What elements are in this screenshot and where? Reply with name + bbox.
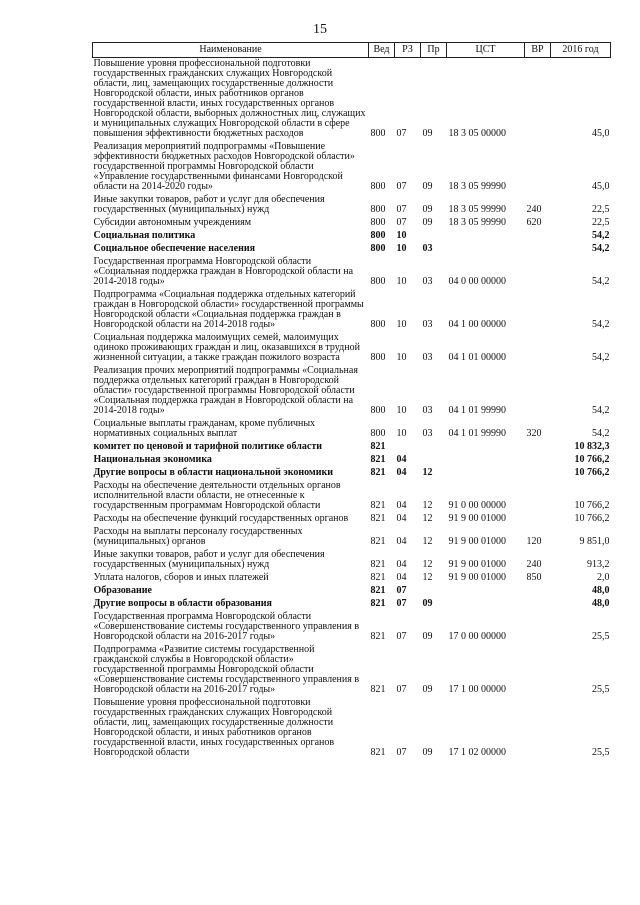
cell-vr: 320 xyxy=(526,428,542,439)
cell-name: Другие вопросы в области образования xyxy=(93,598,272,609)
cell-pr: 12 xyxy=(422,536,433,547)
table-row xyxy=(93,644,611,697)
cell-name: комитет по ценовой и тарифной политике области xyxy=(93,441,323,452)
cell-vr xyxy=(525,365,551,418)
cell-pr: 09 xyxy=(422,747,433,758)
cell-pr: 12 xyxy=(422,500,433,511)
cell-rz: 04 xyxy=(396,500,407,511)
cell-amount: 54,2 xyxy=(592,243,610,254)
header-vr: ВР xyxy=(525,43,551,58)
cell-ved: 800 xyxy=(370,128,386,139)
cell-ved: 821 xyxy=(370,454,386,465)
cell-ved: 821 xyxy=(370,441,386,452)
cell-pr xyxy=(421,230,447,243)
cell-amount: 22,5 xyxy=(592,204,610,215)
cell-name: Образование xyxy=(93,585,152,596)
cell-pr: 12 xyxy=(422,467,433,478)
cell-cst xyxy=(447,454,525,467)
cell-amount: 54,2 xyxy=(592,319,610,330)
table-row xyxy=(93,513,611,526)
table-row xyxy=(93,141,611,194)
cell-name: Подпрограмма «Социальная поддержка отдельных категорий граждан в Новгородской области» государственной программы Новгородской области «Социальная поддержка граждан в Новгородской области на 2014-2018 годы» xyxy=(93,289,364,330)
cell-vr xyxy=(525,644,551,697)
cell-rz xyxy=(395,441,421,454)
cell-rz: 07 xyxy=(396,631,407,642)
cell-cst: 04 1 00 00000 xyxy=(448,319,506,330)
cell-amount: 54,2 xyxy=(592,276,610,287)
header-name: Наименование xyxy=(93,43,369,58)
cell-amount: 22,5 xyxy=(592,217,610,228)
cell-name: Иные закупки товаров, работ и услуг для обеспечения государственных (муниципальных) нужд xyxy=(93,194,325,215)
cell-vr xyxy=(525,480,551,513)
cell-cst xyxy=(447,243,525,256)
cell-amount: 9 851,0 xyxy=(579,536,610,547)
table-row xyxy=(93,256,611,289)
cell-name: Социальное обеспечение населения xyxy=(93,243,256,254)
cell-vr xyxy=(525,289,551,332)
cell-amount: 54,2 xyxy=(592,428,610,439)
table-row xyxy=(93,289,611,332)
cell-name: Национальная экономика xyxy=(93,454,212,465)
cell-cst xyxy=(447,441,525,454)
cell-amount: 913,2 xyxy=(587,559,610,570)
cell-cst: 04 0 00 00000 xyxy=(448,276,506,287)
cell-cst xyxy=(447,598,525,611)
cell-cst: 18 3 05 00000 xyxy=(448,128,506,139)
cell-cst: 04 1 01 99990 xyxy=(448,405,506,416)
cell-rz: 07 xyxy=(396,598,407,609)
cell-cst: 91 9 00 01000 xyxy=(448,513,506,524)
cell-cst xyxy=(447,230,525,243)
cell-amount: 10 766,2 xyxy=(574,500,610,511)
cell-pr: 09 xyxy=(422,181,433,192)
table-row xyxy=(93,365,611,418)
cell-ved: 800 xyxy=(370,428,386,439)
cell-ved: 800 xyxy=(370,204,386,215)
cell-name: Субсидии автономным учреждениям xyxy=(93,217,252,228)
cell-name: Реализация прочих мероприятий подпрограммы «Социальная поддержка отдельных категорий граждан в Новгородской области» государственной программы Новгородской области «Социальная поддержка граждан в Новгородской области на 2014-2018 годы» xyxy=(93,365,358,416)
table-row xyxy=(93,526,611,549)
table-row xyxy=(93,418,611,441)
cell-rz: 07 xyxy=(396,181,407,192)
cell-vr xyxy=(525,243,551,256)
cell-cst: 18 3 05 99990 xyxy=(448,204,506,215)
budget-table xyxy=(92,42,611,760)
cell-pr: 09 xyxy=(422,217,433,228)
table-row xyxy=(93,217,611,230)
cell-pr: 03 xyxy=(422,428,433,439)
cell-cst: 91 9 00 01000 xyxy=(448,572,506,583)
cell-cst: 18 3 05 99990 xyxy=(448,181,506,192)
cell-pr: 09 xyxy=(422,204,433,215)
cell-amount: 10 766,2 xyxy=(574,467,610,478)
header-cst: ЦСТ xyxy=(447,43,525,58)
cell-cst: 17 0 00 00000 xyxy=(448,631,506,642)
cell-ved: 821 xyxy=(370,631,386,642)
cell-vr xyxy=(525,441,551,454)
cell-ved: 800 xyxy=(370,352,386,363)
table-row xyxy=(93,480,611,513)
cell-ved: 821 xyxy=(370,559,386,570)
cell-ved: 821 xyxy=(370,536,386,547)
cell-pr: 12 xyxy=(422,559,433,570)
cell-ved: 800 xyxy=(370,319,386,330)
cell-rz: 04 xyxy=(396,572,407,583)
header-year: 2016 год xyxy=(551,43,611,58)
cell-vr xyxy=(525,230,551,243)
cell-vr xyxy=(525,598,551,611)
cell-pr: 09 xyxy=(422,631,433,642)
cell-name: Реализация мероприятий подпрограммы «Повышение эффективности бюджетных расходов Новгородской области» государственной программы Новгородской области «Управление государственными финансами Новгородской области на 2014-2020 годы» xyxy=(93,141,355,192)
cell-rz: 10 xyxy=(396,230,407,241)
header-pr: Пр xyxy=(421,43,447,58)
cell-ved: 821 xyxy=(370,500,386,511)
cell-amount: 45,0 xyxy=(592,181,610,192)
table-row xyxy=(93,549,611,572)
cell-name: Социальная поддержка малоимущих семей, малоимущих одиноко проживающих граждан и лиц, оказавшихся в трудной жизненной ситуации, а также граждан пожилого возраста xyxy=(93,332,360,363)
cell-vr xyxy=(525,141,551,194)
cell-ved: 800 xyxy=(370,276,386,287)
cell-rz: 07 xyxy=(396,747,407,758)
cell-vr xyxy=(525,611,551,644)
cell-ved: 800 xyxy=(370,405,386,416)
cell-vr: 620 xyxy=(526,217,542,228)
cell-cst: 17 1 02 00000 xyxy=(448,747,506,758)
cell-vr: 120 xyxy=(526,536,542,547)
cell-ved: 800 xyxy=(370,243,386,254)
cell-pr: 12 xyxy=(422,572,433,583)
cell-rz: 07 xyxy=(396,585,407,596)
cell-name: Государственная программа Новгородской области «Социальная поддержка граждан в Новгородской области на 2014-2018 годы» xyxy=(93,256,354,287)
cell-name: Расходы на обеспечение функций государственных органов xyxy=(93,513,349,524)
cell-rz: 10 xyxy=(396,276,407,287)
cell-rz: 04 xyxy=(396,454,407,465)
cell-ved: 821 xyxy=(370,747,386,758)
cell-vr xyxy=(525,585,551,598)
cell-pr: 03 xyxy=(422,319,433,330)
cell-name: Иные закупки товаров, работ и услуг для обеспечения государственных (муниципальных) нужд xyxy=(93,549,325,570)
cell-name: Государственная программа Новгородской области «Совершенствование системы государственного управления в Новгородской области на 2016-2017 годы» xyxy=(93,611,360,642)
cell-pr xyxy=(421,441,447,454)
cell-vr xyxy=(525,697,551,760)
cell-pr xyxy=(421,585,447,598)
cell-rz: 10 xyxy=(396,405,407,416)
cell-name: Социальные выплаты гражданам, кроме публичных нормативных социальных выплат xyxy=(93,418,316,439)
cell-ved: 800 xyxy=(370,181,386,192)
cell-rz: 10 xyxy=(396,243,407,254)
cell-pr: 12 xyxy=(422,513,433,524)
cell-pr xyxy=(421,454,447,467)
table-row xyxy=(93,572,611,585)
cell-name: Расходы на выплаты персоналу государственных (муниципальных) органов xyxy=(93,526,303,547)
cell-vr: 240 xyxy=(526,559,542,570)
cell-rz: 04 xyxy=(396,536,407,547)
cell-rz: 04 xyxy=(396,513,407,524)
cell-name: Подпрограмма «Развитие системы государственной гражданской службы в Новгородской области» государственной программы Новгородской области «Совершенствование системы государственного управления в Новгородской области на 2016-2017 годы» xyxy=(93,644,360,695)
cell-name: Повышение уровня профессиональной подготовки государственных гражданских служащих Новгородской области, лиц, замещающих государственные должности Новгородской области, и иных работников органов государственной власти, иных государственных органов Новгородской области xyxy=(93,697,335,758)
cell-pr: 03 xyxy=(422,243,433,254)
cell-rz: 10 xyxy=(396,319,407,330)
cell-rz: 07 xyxy=(396,128,407,139)
table-row xyxy=(93,441,611,454)
cell-pr: 09 xyxy=(422,684,433,695)
cell-cst: 04 1 01 00000 xyxy=(448,352,506,363)
cell-rz: 10 xyxy=(396,428,407,439)
cell-vr xyxy=(525,58,551,142)
cell-vr: 850 xyxy=(526,572,542,583)
cell-name: Уплата налогов, сборов и иных платежей xyxy=(93,572,269,583)
cell-amount: 48,0 xyxy=(592,585,610,596)
table-row xyxy=(93,332,611,365)
cell-amount: 2,0 xyxy=(597,572,610,583)
table-row xyxy=(93,230,611,243)
header-ved: Вед xyxy=(369,43,395,58)
cell-cst: 91 9 00 01000 xyxy=(448,559,506,570)
cell-amount: 48,0 xyxy=(592,598,610,609)
cell-amount: 25,5 xyxy=(592,747,610,758)
cell-cst xyxy=(447,467,525,480)
cell-vr xyxy=(525,256,551,289)
cell-pr: 09 xyxy=(422,128,433,139)
table-body xyxy=(93,58,611,761)
cell-name: Повышение уровня профессиональной подготовки государственных гражданских служащих Новгородской области, лиц, замещающих государственные должности Новгородской области, иных работников органов государственной власти, иных государственных органов Новгородской области, выборных должностных лиц, служащих и муниципальных служащих Новгородской области в сфере повышения эффективности бюджетных расходов xyxy=(93,58,366,139)
table-row xyxy=(93,697,611,760)
cell-cst: 91 0 00 00000 xyxy=(448,500,506,511)
cell-ved: 800 xyxy=(370,217,386,228)
cell-vr xyxy=(525,513,551,526)
cell-amount: 54,2 xyxy=(592,230,610,241)
cell-amount: 54,2 xyxy=(592,405,610,416)
cell-ved: 821 xyxy=(370,585,386,596)
cell-amount: 25,5 xyxy=(592,684,610,695)
table-row xyxy=(93,585,611,598)
cell-name: Другие вопросы в области национальной экономики xyxy=(93,467,334,478)
cell-amount: 10 832,3 xyxy=(574,441,610,452)
page-number: 15 xyxy=(313,22,327,37)
table-header-row xyxy=(93,43,611,58)
cell-cst: 91 9 00 01000 xyxy=(448,536,506,547)
cell-ved: 821 xyxy=(370,513,386,524)
cell-amount: 25,5 xyxy=(592,631,610,642)
cell-ved: 821 xyxy=(370,467,386,478)
table-row xyxy=(93,194,611,217)
table-row xyxy=(93,611,611,644)
cell-pr: 03 xyxy=(422,352,433,363)
cell-ved: 821 xyxy=(370,684,386,695)
cell-ved: 800 xyxy=(370,230,386,241)
cell-pr: 03 xyxy=(422,276,433,287)
cell-ved: 821 xyxy=(370,598,386,609)
table-row xyxy=(93,454,611,467)
cell-cst: 18 3 05 99990 xyxy=(448,217,506,228)
cell-amount: 10 766,2 xyxy=(574,513,610,524)
cell-pr: 03 xyxy=(422,405,433,416)
cell-ved: 821 xyxy=(370,572,386,583)
cell-pr: 09 xyxy=(422,598,433,609)
table-row xyxy=(93,243,611,256)
table-row xyxy=(93,58,611,142)
cell-name: Социальная политика xyxy=(93,230,196,241)
cell-cst xyxy=(447,585,525,598)
table-row xyxy=(93,467,611,480)
cell-vr: 240 xyxy=(526,204,542,215)
cell-amount: 10 766,2 xyxy=(574,454,610,465)
cell-rz: 07 xyxy=(396,204,407,215)
cell-cst: 04 1 01 99990 xyxy=(448,428,506,439)
cell-rz: 04 xyxy=(396,559,407,570)
cell-rz: 07 xyxy=(396,684,407,695)
cell-vr xyxy=(525,454,551,467)
header-rz: РЗ xyxy=(395,43,421,58)
cell-rz: 04 xyxy=(396,467,407,478)
cell-cst: 17 1 00 00000 xyxy=(448,684,506,695)
cell-amount: 54,2 xyxy=(592,352,610,363)
cell-rz: 07 xyxy=(396,217,407,228)
table-row xyxy=(93,598,611,611)
cell-name: Расходы на обеспечение деятельности отдельных органов исполнительной власти области, не отнесенные к государственным программам Новгородской области xyxy=(93,480,341,511)
cell-rz: 10 xyxy=(396,352,407,363)
cell-vr xyxy=(525,467,551,480)
cell-vr xyxy=(525,332,551,365)
cell-amount: 45,0 xyxy=(592,128,610,139)
